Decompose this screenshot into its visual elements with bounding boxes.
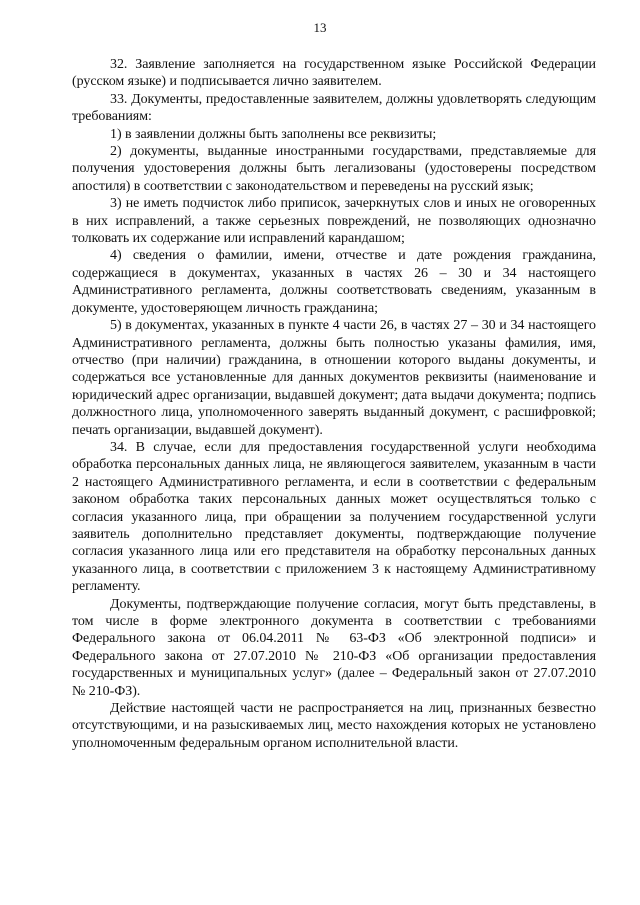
page-number: 13 (313, 20, 327, 35)
paragraph-34: 34. В случае, если для предоставления государственной услуги необходима обработка персональных данных лица, не являющегося заявителем, указанным в части 2 настоящего Административного регламента, и если в соответствии с федеральным законом обработка таких персональных данных может осуществляться только с согласия указанного лица, при обращении за получением государственной услуги заявитель дополнительно представляет документы, подтверждающие получение согласия указанного лица или его представителя на обработку персональных данных указанного лица, в соответствии с приложением 3 к настоящему Административному регламенту. (72, 439, 596, 595)
paragraph-33-item-3: 3) не иметь подчисток либо приписок, зачеркнутых слов и иных не оговоренных в них исправлений, а также серьезных повреждений, не позволяющих однозначно толковать их содержание или исправлений карандашом; (72, 196, 596, 247)
paragraph-33-item-1: 1) в заявлении должны быть заполнены все реквизиты; (110, 126, 437, 142)
paragraph-33-item-4: 4) сведения о фамилии, имени, отчестве и дате рождения гражданина, содержащиеся в документах, указанных в частях 26 – 30 и 34 настоящего Административного регламента, должны соответствовать сведениям, указанным в документе, удостоверяющем личность гражданина; (72, 248, 596, 316)
paragraph-33-item-2: 2) документы, выданные иностранными государствами, представляемые для получения удостоверения должны быть легализованы (удостоверены посредством апостиля) в соответствии с законодательством и переведены на русский язык; (72, 144, 596, 194)
paragraph-34-consent-documents: Документы, подтверждающие получение согласия, могут быть представлены, в том числе в форме электронного документа в соответствии с требованиями Федерального закона от 06.04.2011 № 63-ФЗ «Об электронной подписи» и Федерального закона от 27.07.2010 № 210-ФЗ «Об организации предоставления государственных и муниципальных услуг» (далее – Федеральный закон от 27.07.2010 № 210-ФЗ). (72, 596, 596, 699)
paragraph-33: 33. Документы, предоставленные заявителем, должны удовлетворять следующим требованиям: (72, 91, 596, 125)
paragraph-32: 32. Заявление заполняется на государственном языке Российской Федерации (русском языке) и подписывается лично заявителем. (72, 57, 596, 90)
paragraph-34-exception: Действие настоящей части не распространяется на лиц, признанных безвестно отсутствующими, и на разыскиваемых лиц, место нахождения которых не установлено уполномоченным федеральным органом исполнительной власти. (72, 701, 596, 751)
paragraph-33-item-5: 5) в документах, указанных в пункте 4 части 26, в частях 27 – 30 и 34 настоящего Административного регламента, должны быть полностью указаны фамилия, имя, отчество (при наличии) гражданина, в отношении которого выданы документы, и содержаться все установленные для данных документов реквизиты (наименование и юридический адрес организации, выдавшей документ; дата выдачи документа; подпись должностного лица, уполномоченного заверять выданный документ, с расшифровкой; печать организации, выдавшей документ). (72, 318, 596, 438)
document-body (72, 56, 596, 752)
